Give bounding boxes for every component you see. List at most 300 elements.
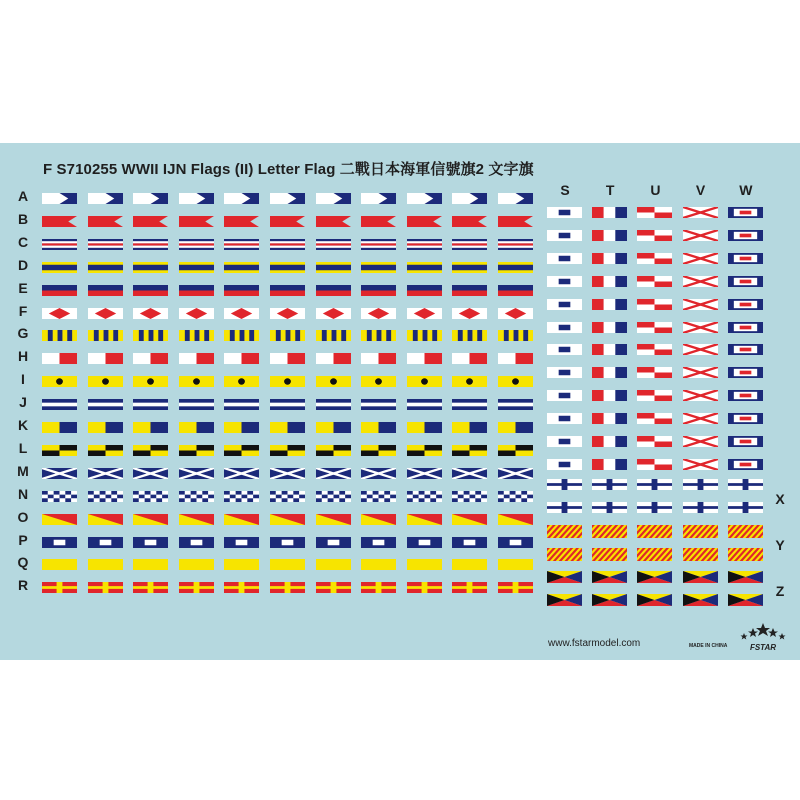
flag-a-decal	[42, 193, 77, 204]
flag-f-decal	[361, 308, 396, 319]
flag-n-decal	[452, 491, 487, 502]
flag-u-decal	[637, 299, 672, 310]
flag-o-decal	[498, 514, 533, 525]
flag-f-decal	[498, 308, 533, 319]
flag-v-decal	[683, 322, 718, 333]
flag-o-decal	[224, 514, 259, 525]
flag-q-decal	[407, 559, 442, 570]
flag-t-decal	[592, 207, 627, 218]
flag-n-decal	[361, 491, 396, 502]
flag-i-decal	[224, 376, 259, 387]
flag-a-decal	[270, 193, 305, 204]
flag-n-decal	[133, 491, 168, 502]
row-label-f: F	[18, 302, 28, 319]
flag-f-decal	[88, 308, 123, 319]
flag-s-decal	[547, 344, 582, 355]
flag-u-decal	[637, 459, 672, 470]
flag-k-decal	[407, 422, 442, 433]
flag-r-decal	[270, 582, 305, 593]
flag-f-decal	[133, 308, 168, 319]
flag-l-decal	[270, 445, 305, 456]
flag-v-decal	[683, 413, 718, 424]
row-label-a: A	[17, 188, 29, 204]
sheet-title: F S710255 WWII IJN Flags (II) Letter Flag 二戰日本海軍信號旗2 文字旗	[43, 161, 534, 178]
flag-i-decal	[498, 376, 533, 387]
flag-z-decal	[592, 594, 627, 606]
flag-q-decal	[498, 559, 533, 570]
flag-l-decal	[133, 445, 168, 456]
row-label-j: J	[19, 394, 27, 411]
flag-c-decal	[316, 239, 351, 250]
flag-c-decal	[498, 239, 533, 250]
flag-v-decal	[683, 436, 718, 447]
flag-g-decal	[452, 330, 487, 341]
flag-r-decal	[452, 582, 487, 593]
side-label-y: Y	[775, 537, 785, 553]
flag-m-decal	[224, 468, 259, 479]
flag-y-decal	[592, 548, 627, 561]
flag-h-decal	[498, 353, 533, 364]
flag-c-decal	[179, 239, 214, 250]
flag-h-decal	[316, 353, 351, 364]
side-label-x: X	[775, 491, 785, 507]
flag-b-decal	[179, 216, 214, 227]
flag-r-decal	[361, 582, 396, 593]
flag-y-decal	[637, 525, 672, 538]
flag-y-decal	[547, 548, 582, 561]
row-label-o: O	[17, 508, 29, 525]
flag-i-decal	[88, 376, 123, 387]
flag-s-decal	[547, 390, 582, 401]
flag-f-decal	[42, 308, 77, 319]
flag-l-decal	[88, 445, 123, 456]
flag-t-decal	[592, 413, 627, 424]
flag-d-decal	[42, 262, 77, 273]
column-label-t: T	[605, 182, 615, 198]
flag-d-decal	[179, 262, 214, 273]
flag-m-decal	[498, 468, 533, 479]
flag-c-decal	[88, 239, 123, 250]
row-label-c: C	[17, 233, 29, 250]
flag-h-decal	[133, 353, 168, 364]
flag-n-decal	[179, 491, 214, 502]
column-label-w: W	[739, 182, 753, 198]
flag-s-decal	[547, 230, 582, 241]
flag-x-decal	[637, 479, 672, 490]
flag-k-decal	[452, 422, 487, 433]
flag-p-decal	[316, 537, 351, 548]
flag-c-decal	[270, 239, 305, 250]
flag-x-decal	[728, 502, 763, 513]
flag-i-decal	[452, 376, 487, 387]
row-label-i: I	[21, 371, 25, 388]
flag-m-decal	[407, 468, 442, 479]
flag-y-decal	[728, 525, 763, 538]
flag-d-decal	[498, 262, 533, 273]
flag-h-decal	[270, 353, 305, 364]
flag-n-decal	[498, 491, 533, 502]
flag-j-decal	[42, 399, 77, 410]
flag-h-decal	[179, 353, 214, 364]
flag-b-decal	[498, 216, 533, 227]
flag-n-decal	[224, 491, 259, 502]
flag-t-decal	[592, 367, 627, 378]
flag-i-decal	[42, 376, 77, 387]
flag-g-decal	[498, 330, 533, 341]
flag-l-decal	[179, 445, 214, 456]
fstar-logo	[733, 622, 797, 652]
flag-u-decal	[637, 367, 672, 378]
flag-v-decal	[683, 344, 718, 355]
flag-r-decal	[407, 582, 442, 593]
flag-k-decal	[42, 422, 77, 433]
flag-y-decal	[637, 548, 672, 561]
row-label-h: H	[17, 348, 29, 365]
flag-k-decal	[224, 422, 259, 433]
flag-u-decal	[637, 230, 672, 241]
flag-t-decal	[592, 322, 627, 333]
flag-o-decal	[270, 514, 305, 525]
flag-j-decal	[498, 399, 533, 410]
flag-f-decal	[224, 308, 259, 319]
flag-t-decal	[592, 276, 627, 287]
flag-m-decal	[361, 468, 396, 479]
flag-e-decal	[361, 285, 396, 296]
flag-w-decal	[728, 322, 763, 333]
flag-p-decal	[361, 537, 396, 548]
row-label-l: L	[18, 439, 28, 456]
flag-g-decal	[316, 330, 351, 341]
flag-e-decal	[316, 285, 351, 296]
flag-x-decal	[592, 502, 627, 513]
column-label-s: S	[560, 182, 570, 198]
flag-b-decal	[407, 216, 442, 227]
flag-m-decal	[42, 468, 77, 479]
flag-s-decal	[547, 207, 582, 218]
flag-p-decal	[42, 537, 77, 548]
flag-t-decal	[592, 390, 627, 401]
flag-b-decal	[133, 216, 168, 227]
flag-v-decal	[683, 253, 718, 264]
flag-l-decal	[498, 445, 533, 456]
flag-g-decal	[179, 330, 214, 341]
made-in-label: MADE IN CHINA	[689, 643, 728, 649]
flag-u-decal	[637, 436, 672, 447]
flag-a-decal	[407, 193, 442, 204]
flag-u-decal	[637, 390, 672, 401]
flag-t-decal	[592, 436, 627, 447]
flag-e-decal	[407, 285, 442, 296]
row-label-d: D	[17, 256, 29, 273]
flag-t-decal	[592, 459, 627, 470]
flag-j-decal	[452, 399, 487, 410]
flag-d-decal	[316, 262, 351, 273]
flag-h-decal	[88, 353, 123, 364]
flag-d-decal	[452, 262, 487, 273]
flag-w-decal	[728, 253, 763, 264]
flag-i-decal	[361, 376, 396, 387]
flag-q-decal	[361, 559, 396, 570]
flag-i-decal	[407, 376, 442, 387]
flag-q-decal	[133, 559, 168, 570]
flag-o-decal	[316, 514, 351, 525]
flag-h-decal	[361, 353, 396, 364]
flag-s-decal	[547, 253, 582, 264]
flag-y-decal	[728, 548, 763, 561]
flag-y-decal	[683, 548, 718, 561]
flag-e-decal	[88, 285, 123, 296]
flag-o-decal	[179, 514, 214, 525]
flag-t-decal	[592, 230, 627, 241]
flag-o-decal	[42, 514, 77, 525]
flag-n-decal	[316, 491, 351, 502]
flag-b-decal	[88, 216, 123, 227]
flag-i-decal	[316, 376, 351, 387]
flag-q-decal	[224, 559, 259, 570]
flag-r-decal	[133, 582, 168, 593]
flag-g-decal	[88, 330, 123, 341]
flag-r-decal	[88, 582, 123, 593]
flag-a-decal	[224, 193, 259, 204]
flag-a-decal	[452, 193, 487, 204]
column-label-u: U	[650, 182, 661, 198]
flag-u-decal	[637, 207, 672, 218]
flag-c-decal	[133, 239, 168, 250]
flag-h-decal	[224, 353, 259, 364]
row-label-b: B	[17, 210, 29, 227]
flag-g-decal	[42, 330, 77, 341]
flag-o-decal	[407, 514, 442, 525]
flag-p-decal	[270, 537, 305, 548]
flag-r-decal	[42, 582, 77, 593]
flag-q-decal	[42, 559, 77, 570]
flag-p-decal	[452, 537, 487, 548]
row-label-n: N	[17, 485, 29, 502]
flag-i-decal	[270, 376, 305, 387]
flag-w-decal	[728, 230, 763, 241]
flag-w-decal	[728, 413, 763, 424]
flag-b-decal	[42, 216, 77, 227]
flag-n-decal	[407, 491, 442, 502]
flag-u-decal	[637, 276, 672, 287]
row-label-r: R	[17, 577, 29, 594]
flag-v-decal	[683, 390, 718, 401]
flag-z-decal	[637, 571, 672, 583]
flag-o-decal	[452, 514, 487, 525]
flag-u-decal	[637, 413, 672, 424]
flag-p-decal	[179, 537, 214, 548]
flag-z-decal	[592, 571, 627, 583]
flag-l-decal	[452, 445, 487, 456]
flag-s-decal	[547, 367, 582, 378]
flag-x-decal	[547, 479, 582, 490]
flag-s-decal	[547, 322, 582, 333]
flag-w-decal	[728, 390, 763, 401]
flag-r-decal	[179, 582, 214, 593]
row-label-g: G	[17, 325, 29, 342]
flag-h-decal	[452, 353, 487, 364]
flag-r-decal	[224, 582, 259, 593]
flag-w-decal	[728, 344, 763, 355]
flag-p-decal	[224, 537, 259, 548]
flag-j-decal	[270, 399, 305, 410]
flag-s-decal	[547, 413, 582, 424]
side-label-z: Z	[775, 583, 785, 599]
flag-e-decal	[133, 285, 168, 296]
flag-w-decal	[728, 276, 763, 287]
flag-k-decal	[270, 422, 305, 433]
flag-j-decal	[407, 399, 442, 410]
flag-e-decal	[270, 285, 305, 296]
flag-n-decal	[42, 491, 77, 502]
flag-a-decal	[361, 193, 396, 204]
flag-q-decal	[452, 559, 487, 570]
flag-s-decal	[547, 276, 582, 287]
flag-k-decal	[361, 422, 396, 433]
flag-z-decal	[683, 571, 718, 583]
flag-w-decal	[728, 436, 763, 447]
row-label-m: M	[17, 462, 29, 479]
flag-b-decal	[452, 216, 487, 227]
flag-s-decal	[547, 436, 582, 447]
flag-a-decal	[88, 193, 123, 204]
flag-d-decal	[361, 262, 396, 273]
flag-m-decal	[452, 468, 487, 479]
flag-l-decal	[407, 445, 442, 456]
flag-x-decal	[637, 502, 672, 513]
flag-o-decal	[88, 514, 123, 525]
flag-z-decal	[728, 594, 763, 606]
flag-c-decal	[42, 239, 77, 250]
flag-y-decal	[683, 525, 718, 538]
flag-l-decal	[42, 445, 77, 456]
flag-x-decal	[683, 479, 718, 490]
flag-k-decal	[88, 422, 123, 433]
flag-l-decal	[224, 445, 259, 456]
flag-z-decal	[683, 594, 718, 606]
flag-p-decal	[498, 537, 533, 548]
flag-y-decal	[547, 525, 582, 538]
flag-o-decal	[361, 514, 396, 525]
flag-q-decal	[179, 559, 214, 570]
flag-g-decal	[270, 330, 305, 341]
flag-h-decal	[42, 353, 77, 364]
flag-f-decal	[179, 308, 214, 319]
flag-j-decal	[133, 399, 168, 410]
flag-t-decal	[592, 253, 627, 264]
flag-v-decal	[683, 299, 718, 310]
flag-c-decal	[361, 239, 396, 250]
flag-g-decal	[224, 330, 259, 341]
flag-n-decal	[88, 491, 123, 502]
flag-a-decal	[179, 193, 214, 204]
flag-f-decal	[452, 308, 487, 319]
flag-b-decal	[270, 216, 305, 227]
flag-e-decal	[224, 285, 259, 296]
flag-r-decal	[316, 582, 351, 593]
flag-z-decal	[547, 571, 582, 583]
flag-d-decal	[224, 262, 259, 273]
flag-q-decal	[270, 559, 305, 570]
flag-c-decal	[224, 239, 259, 250]
flag-h-decal	[407, 353, 442, 364]
flag-j-decal	[316, 399, 351, 410]
flag-a-decal	[498, 193, 533, 204]
flag-m-decal	[179, 468, 214, 479]
flag-a-decal	[133, 193, 168, 204]
flag-z-decal	[637, 594, 672, 606]
flag-l-decal	[316, 445, 351, 456]
flag-j-decal	[224, 399, 259, 410]
flag-x-decal	[547, 502, 582, 513]
brand-name: FSTAR	[749, 643, 777, 652]
flag-b-decal	[224, 216, 259, 227]
flag-g-decal	[133, 330, 168, 341]
flag-z-decal	[728, 571, 763, 583]
flag-r-decal	[498, 582, 533, 593]
flag-p-decal	[133, 537, 168, 548]
flag-d-decal	[270, 262, 305, 273]
flag-f-decal	[270, 308, 305, 319]
flag-v-decal	[683, 230, 718, 241]
flag-a-decal	[316, 193, 351, 204]
flag-u-decal	[637, 322, 672, 333]
flag-u-decal	[637, 344, 672, 355]
flag-m-decal	[270, 468, 305, 479]
flag-x-decal	[728, 479, 763, 490]
flag-c-decal	[452, 239, 487, 250]
flag-g-decal	[361, 330, 396, 341]
flag-q-decal	[88, 559, 123, 570]
flag-e-decal	[452, 285, 487, 296]
flag-u-decal	[637, 253, 672, 264]
flag-p-decal	[407, 537, 442, 548]
flag-l-decal	[361, 445, 396, 456]
flag-j-decal	[361, 399, 396, 410]
flag-o-decal	[133, 514, 168, 525]
flag-p-decal	[88, 537, 123, 548]
row-label-q: Q	[17, 554, 29, 571]
row-label-p: P	[18, 531, 28, 548]
flag-b-decal	[361, 216, 396, 227]
flag-t-decal	[592, 299, 627, 310]
flag-w-decal	[728, 299, 763, 310]
flag-m-decal	[88, 468, 123, 479]
row-label-k: K	[17, 417, 29, 433]
flag-w-decal	[728, 207, 763, 218]
flag-w-decal	[728, 367, 763, 378]
flag-s-decal	[547, 299, 582, 310]
flag-i-decal	[133, 376, 168, 387]
flag-i-decal	[179, 376, 214, 387]
flag-f-decal	[316, 308, 351, 319]
flag-m-decal	[133, 468, 168, 479]
flag-e-decal	[42, 285, 77, 296]
flag-d-decal	[88, 262, 123, 273]
flag-y-decal	[592, 525, 627, 538]
flag-e-decal	[498, 285, 533, 296]
website-url: www.fstarmodel.com	[548, 638, 641, 649]
flag-j-decal	[88, 399, 123, 410]
flag-c-decal	[407, 239, 442, 250]
flag-j-decal	[179, 399, 214, 410]
flag-q-decal	[316, 559, 351, 570]
flag-n-decal	[270, 491, 305, 502]
flag-m-decal	[316, 468, 351, 479]
flag-e-decal	[179, 285, 214, 296]
row-label-e: E	[18, 279, 28, 296]
flag-v-decal	[683, 367, 718, 378]
